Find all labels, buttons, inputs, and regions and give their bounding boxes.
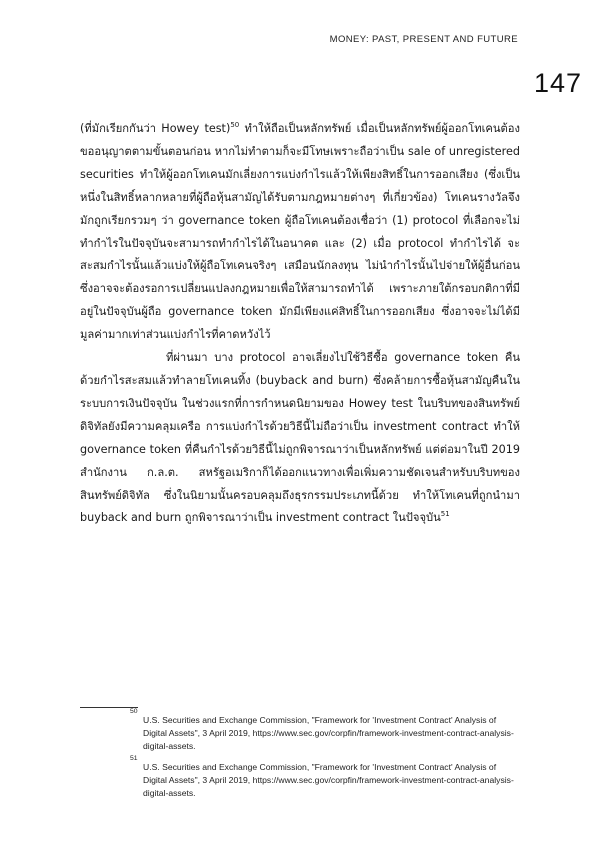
page-number: 147: [533, 68, 582, 98]
running-header-title: MONEY: PAST, PRESENT AND FUTURE: [329, 34, 518, 45]
footnote-50: 50 U.S. Securities and Exchange Commission, "Framework for 'Investment Contract' Analysis of Digital Assets", 3 April 2019, https://www.sec.gov/corpfin/framework-investment-contract-analysis-digital-assets.: [130, 708, 514, 752]
footnote-ref-51[interactable]: 51: [440, 510, 450, 519]
footnotes-section: [130, 708, 521, 807]
footnote-text: U.S. Securities and Exchange Commission, "Framework for 'Investment Contract' Analysis of Digital Assets", 3 April 2019, https://www.sec.gov/corpfin/framework-investment-contract-analysis-digital-assets.: [143, 761, 514, 799]
footnote-51: 51 U.S. Securities and Exchange Commission, "Framework for 'Investment Contract' Analysis of Digital Assets", 3 April 2019, https://www.sec.gov/corpfin/framework-investment-contract-analysis-digital-assets.: [130, 754, 514, 799]
footnote-text: U.S. Securities and Exchange Commission, "Framework for 'Investment Contract' Analysis of Digital Assets", 3 April 2019, https://www.sec.gov/corpfin/framework-investment-contract-analysis-digital-assets.: [143, 715, 514, 752]
paragraph-1-text: ทำให้ถือเป็นหลักทรัพย์ เมื่อเป็นหลักทรัพย์ผู้ออกโทเคนต้องขออนุญาตตามขั้นตอนก่อน หากไม่ทำตามก็จะมีโทษเพราะถือว่าเป็น sale of unregistered securities ทำให้ผู้ออกโทเคนมักเลี่ยงการแบ่งกำไรแล้วให้เพียงสิทธิ์ในการออกเสียง (ซึ่งเป็นหนึ่งในสิทธิ์หลากหลายที่ผู้ถือหุ้นสามัญได้รับตามกฎหมายต่างๆ ที่เกี่ยวข้อง) โทเคนรางวัลจึงมักถูกเรียกรวมๆ ว่า governance token ผู้ถือโทเคนต้องเชื่อว่า (1) protocol ที่เลือกจะไม่ทำกำไรในปัจจุบันจะสามารถทำกำไรได้ในอนาคต และ (2) เมื่อ protocol ทำกำไรได้ จะสะสมกำไรนั้นแล้วแบ่งให้ผู้ถือโทเคนจริงๆ เสมือนนักลงทุน ไม่นำกำไรนั้นไปจ่ายให้ผู้อื่นก่อน ซึ่งอาจจะต้องรอการเปลี่ยนแปลงกฎหมายเพื่อให้สามารถทำได้ เพราะภายใต้กรอบกติกาที่มีอยู่ในปัจจุบันผู้ถือ governance token มักมีเพียงแค่สิทธิ์ในการออกเสียง ซึ่งอาจจะไม่ได้มีมูลค่ามากเท่าส่วนแบ่งกำไรที่คาดหวังไว้: [80, 122, 520, 342]
main-body-text: [80, 118, 520, 530]
paragraph-1-lead: (ที่มักเรียกกันว่า Howey test): [80, 122, 231, 135]
footnote-ref-50[interactable]: 50: [230, 121, 240, 129]
paragraph-2-text: ที่ผ่านมา บาง protocol อาจเลี่ยงไปใช้วิธีซื้อ governance token คืนด้วยกำไรสะสมแล้วทำลายโทเคนทิ้ง (buyback and burn) ซึ่งคล้ายการซื้อหุ้นสามัญคืนในระบบการเงินปัจจุบัน ในช่วงแรกที่การกำหนดนิยามของ Howey test ในบริบทของสินทรัพย์ดิจิทัลยังมีความคลุมเครือ การแบ่งกำไรด้วยวิธีนี้ไม่ถือว่าเป็น investment contract ทำให้ governance token ที่คืนกำไรด้วยวิธีนี้ไม่ถูกพิจารณาว่าเป็นหลักทรัพย์ แต่ต่อมาในปี 2019 สำนักงาน ก.ล.ต. สหรัฐอเมริกาก็ได้ออกแนวทางเพื่อเพิ่มความชัดเจนสำหรับบริบทของสินทรัพย์ดิจิทัล ซึ่งในนิยามนั้นครอบคลุมถึงธุรกรรมประเภทนี้ด้วย ทำให้โทเคนที่ถูกนำมา buyback and burn ถูกพิจารณาว่าเป็น investment contract ในปัจจุบัน: [80, 351, 520, 525]
body-paragraph-1: [80, 118, 520, 347]
body-paragraph-2: [80, 347, 520, 530]
